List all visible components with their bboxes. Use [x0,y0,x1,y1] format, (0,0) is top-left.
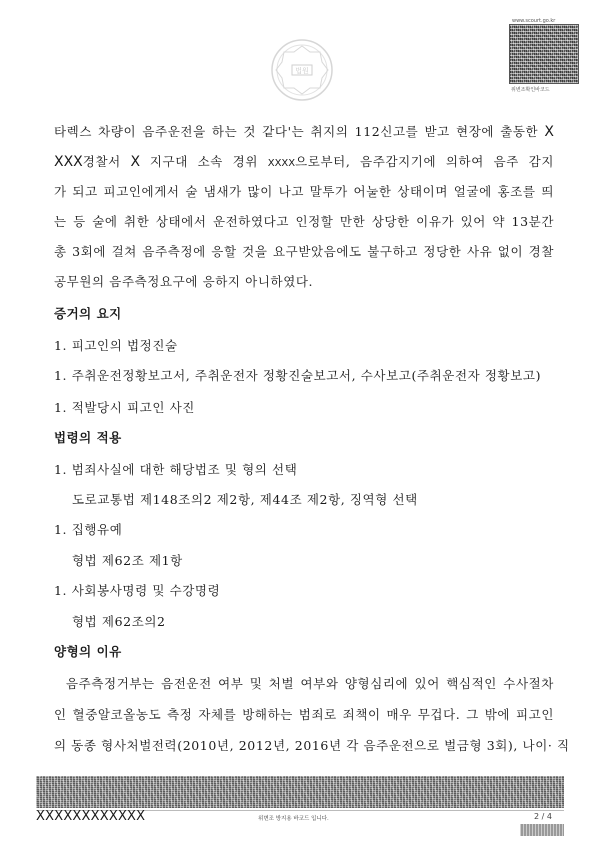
evidence-item: 1. 피고인의 법정진술 [54,338,178,353]
barcode-caption: 위변조확인바코드 [511,87,550,93]
facts-line-6: 공무원의 음주측정요구에 응하지 아니하였다. [54,274,314,289]
law-item: 1. 집행유예 [54,522,123,537]
law-item: 1. 사회봉사명령 및 수강명령 [54,583,221,598]
sentencing-line-1: 음주측정거부는 음전운전 여부 및 처벌 여부와 양형심리에 있어 핵심적인 수사절차 [66,676,554,691]
facts-line-3: 가 되고 피고인에게서 술 냄새가 많이 나고 말투가 어눌한 상태이며 얼굴에 홍조를 띄 [54,184,554,199]
facts-line-5: 총 3회에 걸쳐 음주측정에 응할 것을 요구받았음에도 불구하고 정당한 사유 없이 경찰 [54,244,554,259]
evidence-item: 1. 적발당시 피고인 사진 [54,400,195,415]
evidence-heading: 증거의 요지 [54,306,122,321]
law-heading: 법령의 적용 [54,430,122,445]
court-seal-watermark [270,38,334,102]
facts-line-2: XXX경찰서 X 지구대 소속 경위 XXXX으로부터, 음주감지기에 의하여 음주 감지 [54,154,555,170]
page-number: 2 / 4 [534,812,552,821]
anti-forgery-barcode-band [36,776,564,808]
facts-line-4: 는 등 술에 취한 상태에서 운전하였다고 인정할 만한 상당한 이유가 있어 약 13분간 [54,214,554,229]
redacted-text: XXX [54,154,83,170]
document-id: XXXXXXXXXXXX [36,809,146,824]
sentencing-line-2: 인 혈중알코올농도 측정 자체를 방해하는 범죄로 죄책이 매우 무겁다. 그 밖에 피고인 [54,707,554,722]
redacted-text: X [544,124,555,140]
law-item-detail: 형법 제62조의2 [72,614,166,629]
sentencing-line-3: 의 동종 형사처벌전력(2010년, 2012년, 2016년 각 음주운전으로 벌금형 3회), 나이· 직 [54,738,570,753]
redacted-text: XXXX [267,158,296,169]
court-url: www.scourt.go.kr [512,18,556,24]
facts-line-1: 타렉스 차량이 음주운전을 하는 것 같다'는 취지의 112신고를 받고 현장에 출동한 X [54,124,555,140]
sentencing-heading: 양형의 이유 [54,644,122,659]
verification-barcode [509,24,579,84]
law-item-detail: 형법 제62조 제1항 [72,553,183,568]
evidence-item: 1. 주취운전정황보고서, 주취운전자 정황진술보고서, 수사보고(주취운전자 정황보고) [54,368,542,383]
footer-barcode-fragment [520,824,564,836]
law-item: 1. 범죄사실에 대한 해당법조 및 형의 선택 [54,462,298,477]
law-item-detail: 도로교통법 제148조의2 제2항, 제44조 제2항, 징역형 선택 [72,492,418,507]
redacted-text: X [130,154,141,170]
footer-note: 위변조 방지용 바코드 입니다. [258,816,329,822]
svg-text:법원: 법원 [295,67,309,75]
